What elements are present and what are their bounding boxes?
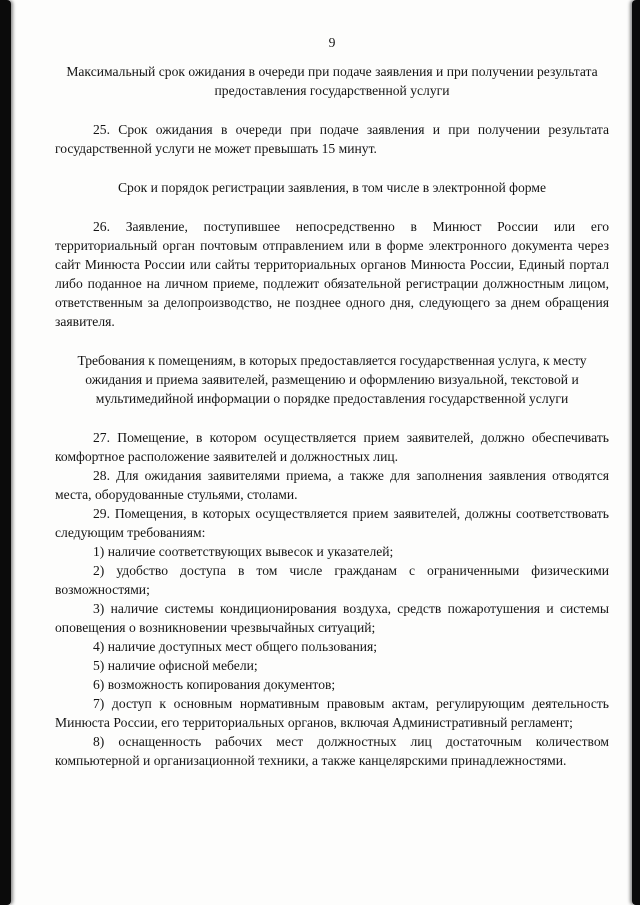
- paragraph: 6) возможность копирования документов;: [93, 677, 336, 692]
- section-heading: Срок и порядок регистрации заявления, в том числе в электронной форме: [117, 180, 547, 195]
- paragraph: 8) оснащенность рабочих мест должностных лиц достаточным количеством компьютерной и организационной техники, а также канцелярскими принадлежностями.: [55, 734, 609, 768]
- document-body: [55, 62, 609, 770]
- scan-artifact-right-edge: [632, 0, 640, 905]
- paragraph: 29. Помещения, в которых осуществляется прием заявителей, должны соответствовать следующим требованиям:: [55, 506, 609, 540]
- paragraph: 3) наличие системы кондиционирования воздуха, средств пожаротушения и системы оповещения о возникновении чрезвычайных ситуаций;: [55, 601, 609, 635]
- paragraph: 5) наличие офисной мебели;: [93, 658, 258, 673]
- page-number: 9: [328, 35, 336, 50]
- paragraph: 25. Срок ожидания в очереди при подаче заявления и при получении результата государственной услуги не может превышать 15 минут.: [55, 122, 609, 156]
- section-heading: Требования к помещениям, в которых предоставляется государственная услуга, к месту ожидания и приема заявителей, размещению и оформлению визуальной, текстовой и мультимедийной информации о порядке предоставления государственной услуги: [77, 353, 587, 406]
- page-content: [55, 33, 609, 770]
- paragraph: 27. Помещение, в котором осуществляется прием заявителей, должно обеспечивать комфортное расположение заявителей и должностных лиц.: [55, 430, 609, 464]
- section-heading: Максимальный срок ожидания в очереди при подаче заявления и при получении результата предоставления государственной услуги: [66, 64, 598, 98]
- paragraph: 28. Для ожидания заявителями приема, а также для заполнения заявления отводятся места, оборудованные стульями, столами.: [55, 468, 609, 502]
- scan-artifact-left-edge: [0, 0, 11, 905]
- paragraph: 1) наличие соответствующих вывесок и указателей;: [93, 544, 394, 559]
- paragraph: 4) наличие доступных мест общего пользования;: [93, 639, 378, 654]
- paragraph: 2) удобство доступа в том числе гражданам с ограниченными физическими возможностями;: [55, 563, 609, 597]
- paragraph: 7) доступ к основным нормативным правовым актам, регулирующим деятельность Минюста России, его территориальных органов, включая Административный регламент;: [55, 696, 609, 730]
- paragraph: 26. Заявление, поступившее непосредственно в Минюст России или его территориальный орган почтовым отправлением или в форме электронного документа через сайт Минюста России или сайты территориальных органов Минюста России, Единый портал либо поданное на личном приеме, подлежит обязательной регистрации должностным лицом, ответственным за делопроизводство, не позднее одного дня, следующего за днем обращения заявителя.: [55, 219, 609, 329]
